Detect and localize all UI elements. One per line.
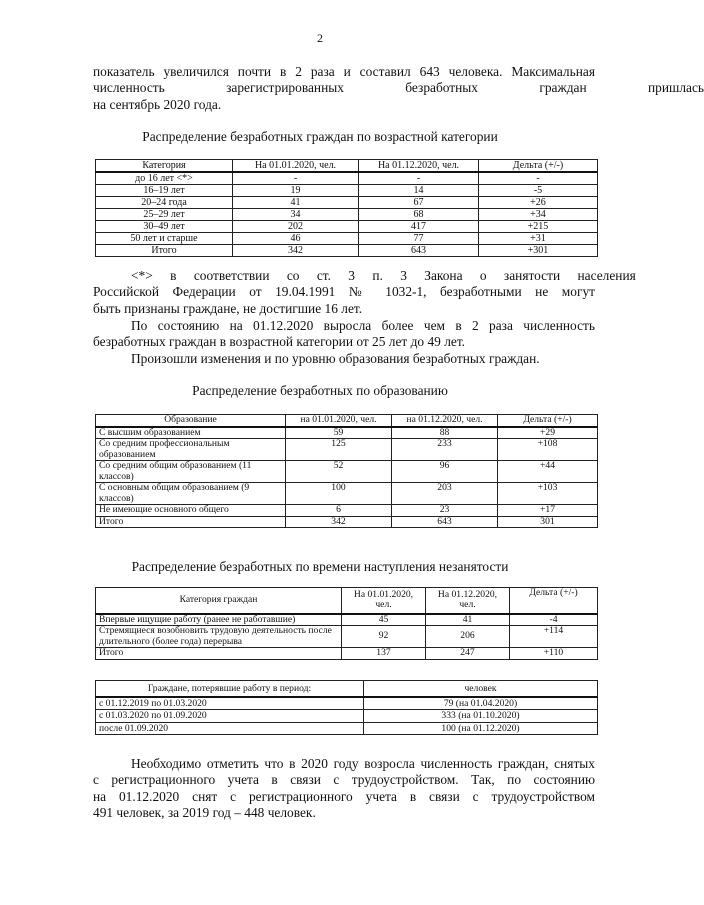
column-header: Категория граждан [96,588,342,614]
education-table [95,414,598,528]
column-header: Граждане, потерявшие работу в период: [96,681,364,697]
table-cell: 79 (на 01.04.2020) [364,697,598,710]
table2-title: Распределение безработных по образованию [192,383,448,398]
table3-title: Распределение безработных по времени наступления незанятости [131,559,509,574]
table-cell: 233 [392,439,498,461]
table-cell: +103 [498,483,598,505]
table-cell: 96 [392,461,498,483]
table-cell: Итого [96,245,233,257]
table-cell: 125 [286,439,392,461]
table-cell: +29 [498,427,598,439]
table-row [96,516,598,528]
table-cell: 100 [286,483,392,505]
column-header: Дельта (+/-) [498,415,598,427]
table-row [96,185,598,197]
page-number: 2 [317,31,323,45]
column-header: Образование [96,415,286,427]
table-cell: 41 [233,197,359,209]
table-cell: +301 [479,245,598,257]
table-row [96,439,598,461]
table-cell: - [233,172,359,185]
table-row [96,172,598,185]
table-cell: +110 [510,648,598,660]
table-cell: Итого [96,648,342,660]
text-line: на 01.12.2020 снят с регистрационного учета в связи с трудоустройством [93,788,595,804]
table-header-row [96,588,598,614]
table-cell: +17 [498,505,598,517]
text-line: с регистрационного учета в связи с трудоустройством. Так, по состоянию [93,772,595,788]
table-cell: +44 [498,461,598,483]
table-cell: 301 [498,516,598,528]
table-cell: Стремящиеся возобновить трудовую деятельность после длительного (более года) перерыва [96,626,342,648]
intro-paragraph [93,64,704,113]
text-line: на сентябрь 2020 года. [93,96,222,112]
table-cell: С высшим образованием [96,427,286,439]
table-cell: +108 [498,439,598,461]
table-cell: 20–24 года [96,197,233,209]
table-cell: +31 [479,233,598,245]
table-cell: 34 [233,209,359,221]
final-paragraph [93,756,595,821]
table-cell: 68 [359,209,479,221]
table-cell: - [479,172,598,185]
table-cell: 19 [233,185,359,197]
paragraph-age-growth [93,318,595,351]
table-cell: 643 [359,245,479,257]
table-cell: 25–29 лет [96,209,233,221]
table-cell: 203 [392,483,498,505]
age-table [95,159,598,257]
table-cell: после 01.09.2020 [96,722,364,735]
paragraph-education-intro [93,351,595,367]
table-cell: +114 [510,626,598,648]
table-cell: 342 [286,516,392,528]
table-row [96,197,598,209]
table-cell: 46 [233,233,359,245]
table-cell: с 01.12.2019 по 01.03.2020 [96,697,364,710]
column-header: на 01.01.2020, чел. [286,415,392,427]
unemployment-duration-table [95,587,598,660]
text-line: <*> в соответствии со ст. 3 п. 3 Закона о занятости населения [131,268,636,283]
table-header-row [96,415,598,427]
table-row [96,710,598,723]
text-line: Необходимо отметить что в 2020 году возросла численность граждан, снятых [131,756,595,771]
table-cell: 202 [233,221,359,233]
table-cell: 45 [342,614,426,626]
table-row [96,245,598,257]
table-cell: Впервые ищущие работу (ранее не работавшие) [96,614,342,626]
table-cell: +215 [479,221,598,233]
table-header-row [96,160,598,173]
table-row [96,722,598,735]
text-line: показатель увеличился почти в 2 раза и составил 643 человека. Максимальная [93,64,595,79]
table1-title: Распределение безработных граждан по возрастной категории [142,129,498,144]
table-row [96,505,598,517]
table-row [96,209,598,221]
column-header: На 01.01.2020, чел. [233,160,359,173]
text-line: численность зарегистрированных безработных граждан пришлась [93,80,704,96]
table-cell: Не имеющие основного общего [96,505,286,517]
table-cell: 50 лет и старше [96,233,233,245]
column-header: Дельта (+/-) [510,588,598,614]
column-header: Дельта (+/-) [479,160,598,173]
table-row [96,427,598,439]
table-cell: 41 [426,614,510,626]
column-header: на 01.12.2020, чел. [392,415,498,427]
table-cell: 23 [392,505,498,517]
column-header: Категория [96,160,233,173]
table-cell: 59 [286,427,392,439]
table-cell: Со средним профессиональным образованием [96,439,286,461]
job-loss-table [95,680,598,735]
table-row [96,233,598,245]
table-cell: 247 [426,648,510,660]
column-header: На 01.01.2020, чел. [342,588,426,614]
table-cell: 88 [392,427,498,439]
table-row [96,461,598,483]
table-cell: 6 [286,505,392,517]
table-cell: -5 [479,185,598,197]
table-cell: 333 (на 01.10.2020) [364,710,598,723]
table-cell: 14 [359,185,479,197]
table-header-row [96,681,598,697]
table-cell: до 16 лет <*> [96,172,233,185]
table-cell: с 01.03.2020 по 01.09.2020 [96,710,364,723]
table-cell: 643 [392,516,498,528]
text-line: быть признаны граждане, не достигшие 16 лет. [93,300,363,316]
column-header: На 01.12.2020, чел. [359,160,479,173]
table-cell: Итого [96,516,286,528]
column-header: На 01.12.2020, чел. [426,588,510,614]
table-cell: +34 [479,209,598,221]
text-line: 491 человек, за 2019 год – 448 человек. [93,804,316,820]
footnote [93,268,636,317]
text-line: Произошли изменения и по уровню образования безработных граждан. [131,351,540,366]
table-cell: 30–49 лет [96,221,233,233]
table-cell: Со средним общим образованием (11 классов) [96,461,286,483]
text-line: безработных граждан в возрастной категории от 25 лет до 49 лет. [93,334,466,350]
table-cell: 417 [359,221,479,233]
table-cell: 100 (на 01.12.2020) [364,722,598,735]
table-row [96,221,598,233]
table-cell: 206 [426,626,510,648]
table-row [96,483,598,505]
table-cell: - [359,172,479,185]
table-row [96,614,598,626]
table-cell: 92 [342,626,426,648]
text-line: По состоянию на 01.12.2020 выросла более чем в 2 раза численность [131,318,595,333]
table-cell: С основным общим образованием (9 классов) [96,483,286,505]
table-cell: 137 [342,648,426,660]
table-cell: -4 [510,614,598,626]
table-row [96,697,598,710]
table-cell: 342 [233,245,359,257]
table-cell: 16–19 лет [96,185,233,197]
text-line: Российской Федерации от 19.04.1991 № 1032-1, безработными не могут [93,284,595,300]
table-row [96,626,598,648]
column-header: человек [364,681,598,697]
table-cell: +26 [479,197,598,209]
table-cell: 77 [359,233,479,245]
table-cell: 67 [359,197,479,209]
table-row [96,648,598,660]
table-cell: 52 [286,461,392,483]
